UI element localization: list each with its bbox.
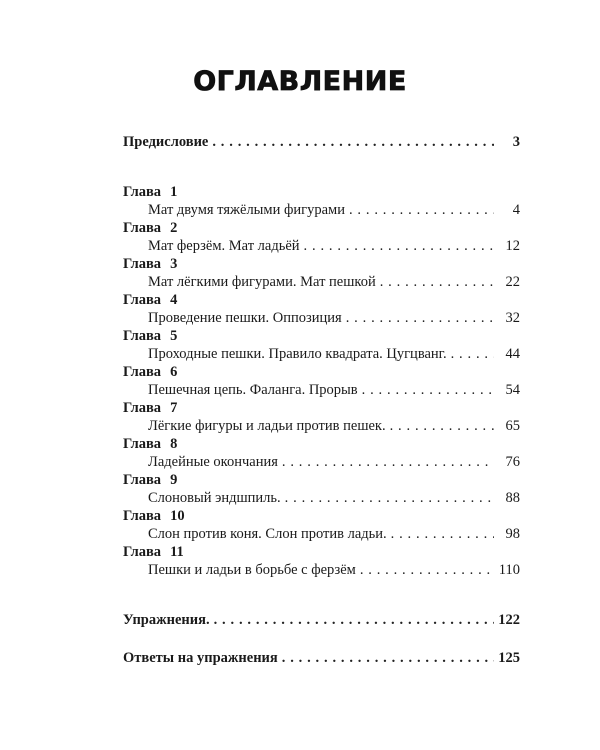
page-number: 65 bbox=[505, 418, 520, 434]
page-number: 88 bbox=[505, 490, 520, 506]
toc-entry-chapter[interactable] bbox=[123, 309, 520, 327]
chapter-number: 7 bbox=[170, 400, 178, 416]
chapter-heading bbox=[123, 183, 520, 201]
chapter-heading bbox=[123, 363, 520, 381]
chapter-word: Глава bbox=[123, 400, 162, 416]
chapter-title: Мат лёгкими фигурами. Мат пешкой bbox=[148, 274, 376, 290]
page-number: 76 bbox=[505, 454, 520, 470]
entry-label: Упражнения. bbox=[123, 612, 210, 628]
chapter-heading bbox=[123, 219, 520, 237]
page-number: 125 bbox=[498, 650, 520, 666]
page-number: 122 bbox=[498, 612, 520, 628]
dot-leader bbox=[362, 381, 494, 399]
page-number: 54 bbox=[505, 382, 520, 398]
dot-leader bbox=[391, 525, 494, 543]
dot-leader bbox=[346, 309, 494, 327]
page-number: 4 bbox=[512, 202, 520, 218]
chapter-number: 1 bbox=[170, 184, 178, 200]
chapter-title: Слоновый эндшпиль. bbox=[148, 490, 281, 506]
page-number: 44 bbox=[505, 346, 520, 362]
chapter-heading bbox=[123, 255, 520, 273]
chapter-number: 8 bbox=[170, 436, 178, 452]
toc-entry-chapter[interactable] bbox=[123, 417, 520, 435]
chapter-number: 6 bbox=[170, 364, 178, 380]
chapter-word: Глава bbox=[123, 220, 162, 236]
chapter-number: 3 bbox=[170, 256, 178, 272]
page-number: 32 bbox=[505, 310, 520, 326]
toc-entry-chapter[interactable] bbox=[123, 201, 520, 219]
dot-leader bbox=[360, 561, 494, 579]
dot-leader bbox=[349, 201, 494, 219]
toc-entry-chapter[interactable] bbox=[123, 561, 520, 579]
dot-leader bbox=[214, 611, 494, 629]
page-number: 22 bbox=[505, 274, 520, 290]
toc-entry-exercises[interactable] bbox=[123, 611, 520, 629]
chapter-title: Лёгкие фигуры и ладьи против пешек. bbox=[148, 418, 386, 434]
chapter-number: 2 bbox=[170, 220, 178, 236]
toc-entry-chapter[interactable] bbox=[123, 381, 520, 399]
chapter-list bbox=[123, 183, 520, 579]
dot-leader bbox=[282, 453, 494, 471]
toc-entry-answers[interactable] bbox=[123, 649, 520, 667]
chapter-title: Проведение пешки. Оппозиция bbox=[148, 310, 342, 326]
toc-entry-preface[interactable] bbox=[123, 133, 520, 151]
page-number: 110 bbox=[498, 562, 520, 578]
chapter-word: Глава bbox=[123, 472, 162, 488]
entry-label: Предисловие bbox=[123, 134, 209, 150]
dot-leader bbox=[304, 237, 494, 255]
dot-leader bbox=[212, 133, 494, 151]
chapter-word: Глава bbox=[123, 256, 162, 272]
chapter-heading bbox=[123, 543, 520, 561]
chapter-word: Глава bbox=[123, 508, 162, 524]
chapter-title: Слон против коня. Слон против ладьи. bbox=[148, 526, 387, 542]
dot-leader bbox=[285, 489, 494, 507]
dot-leader bbox=[451, 345, 494, 363]
dot-leader bbox=[282, 649, 494, 667]
page-title: ОГЛАВЛЕНИЕ bbox=[193, 66, 407, 97]
chapter-word: Глава bbox=[123, 184, 162, 200]
toc-entry-chapter[interactable] bbox=[123, 525, 520, 543]
entry-label: Ответы на упражнения bbox=[123, 650, 278, 666]
chapter-heading bbox=[123, 291, 520, 309]
page-number: 12 bbox=[505, 238, 520, 254]
chapter-heading bbox=[123, 507, 520, 525]
chapter-title: Пешечная цепь. Фаланга. Прорыв bbox=[148, 382, 358, 398]
chapter-title: Мат двумя тяжёлыми фигурами bbox=[148, 202, 345, 218]
chapter-heading bbox=[123, 399, 520, 417]
chapter-title: Пешки и ладьи в борьбе с ферзём bbox=[148, 562, 356, 578]
chapter-word: Глава bbox=[123, 436, 162, 452]
chapter-word: Глава bbox=[123, 364, 162, 380]
chapter-heading bbox=[123, 471, 520, 489]
toc-entry-chapter[interactable] bbox=[123, 273, 520, 291]
chapter-number: 10 bbox=[170, 508, 185, 524]
chapter-title: Мат ферзём. Мат ладьёй bbox=[148, 238, 300, 254]
toc-entry-chapter[interactable] bbox=[123, 453, 520, 471]
dot-leader bbox=[380, 273, 494, 291]
chapter-heading bbox=[123, 327, 520, 345]
chapter-word: Глава bbox=[123, 328, 162, 344]
toc-entry-chapter[interactable] bbox=[123, 489, 520, 507]
chapter-title: Проходные пешки. Правило квадрата. Цугцванг. bbox=[148, 346, 447, 362]
toc-entry-chapter[interactable] bbox=[123, 237, 520, 255]
toc-entry-chapter[interactable] bbox=[123, 345, 520, 363]
page-number: 98 bbox=[505, 526, 520, 542]
dot-leader bbox=[390, 417, 494, 435]
page-number: 3 bbox=[512, 134, 520, 150]
chapter-number: 4 bbox=[170, 292, 178, 308]
chapter-number: 5 bbox=[170, 328, 178, 344]
chapter-title: Ладейные окончания bbox=[148, 454, 278, 470]
table-of-contents bbox=[123, 133, 520, 667]
chapter-number: 9 bbox=[170, 472, 178, 488]
chapter-word: Глава bbox=[123, 292, 162, 308]
chapter-number: 11 bbox=[170, 544, 184, 560]
chapter-word: Глава bbox=[123, 544, 162, 560]
chapter-heading bbox=[123, 435, 520, 453]
